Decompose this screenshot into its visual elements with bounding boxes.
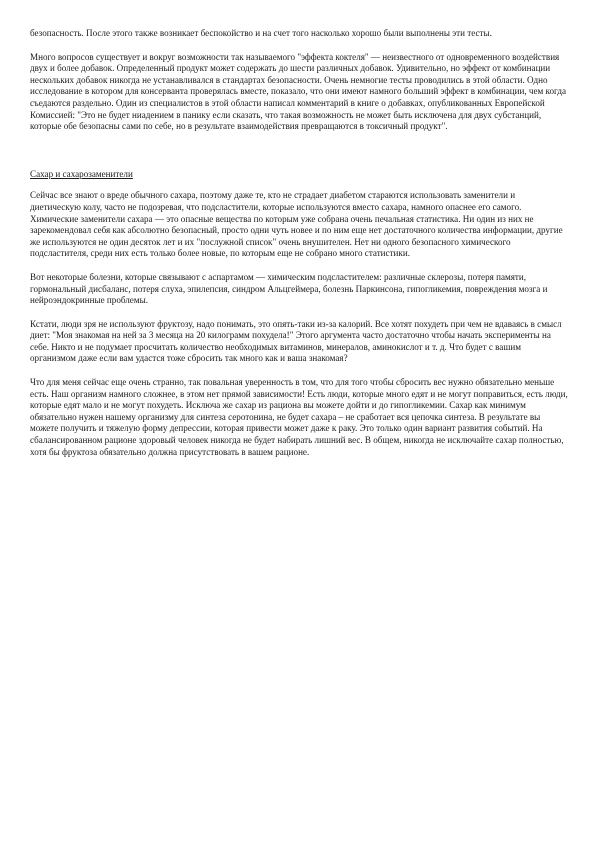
section-spacer: [30, 145, 568, 169]
paragraph-weight-loss: Что для меня сейчас еще очень странно, так повальная уверенность в том, что для того чтобы сбросить вес нужно обязательно меньше есть. Наш организм намного сложнее, в этом нет прямой зависимости! Есть люди, которые много едят и не могут поправиться, есть люди, которые едят мало и не могут похудеть. Исключа же сахар из рациона вы можете дойти и до гипогликемии. Сахар как минимум обязательно нужен нашему организму для синтеза серотонина, не будет сахара – не сработает вся цепочка синтеза. В результате вы можете получить и тяжелую форму депрессии, которая привести может даже к раку. Это только один вариант развития событий. На сбалансированном рационе здоровый человек никогда не будет набирать лишний вес. В общем, никогда не исключайте сахар полностью, хотя бы фруктоза обязательно должна присутствовать в вашем рационе.: [30, 377, 568, 457]
document-body: [30, 28, 568, 470]
paragraph-safety-testing: безопасность. После этого также возникает беспокойство и на счет того насколько хорошо были выполнены эти тесты.: [30, 28, 492, 38]
paragraph-fructose: Кстати, люди зря не используют фруктозу, надо понимать, это опять-таки из-за калорий. Все хотят похудеть при чем не вдаваясь в смысл диет: "Моя знакомая на ней за 3 месяца на 20 килограмм похудела!" Этого аргумента часто достаточно чтобы начать эксперименты на себе. Никто и не подумает просчитать количество необходимых витаминов, минералов, аминокислот и т. д. Что будет с вашим организмом даже если вам удастся тоже сбросить так много как и ваша знакомая?: [30, 318, 562, 364]
paragraph-sugar-substitutes: Сейчас все знают о вреде обычного сахара, поэтому даже те, кто не страдает диабетом стараются использовать заменители и диетическую колу, часто не подозревая, что подсластители, которые используются вместо сахара, намного опаснее его самого. Химические заменители сахара — это опасные вещества по которым уже собрана очень печальная статистика. Ни один из них не зарекомендовал себя как абсолютно безопасный, просто одни чуть новее и по ним еще нет достаточного количества информации, другие же используются не один десяток лет и их "послужной список" очень внушителен. Нет ни одного безопасного химического подсластителя, среди них есть только более новые, по которым еще не собрано много статистики.: [30, 190, 563, 259]
paragraph-aspartame-diseases: Вот некоторые болезни, которые связывают с аспартамом — химическим подсластителем: различные склерозы, потеря памяти, гормональный дисбаланс, потеря слуха, эпилепсия, синдром Альцгеймера, болезнь Паркинсона, гипогликемия, повреждения мозга и нейроэндокринные проблемы.: [30, 271, 548, 306]
section-heading: Сахар и сахарозаменители: [30, 168, 133, 179]
paragraph-cocktail-effect: Много вопросов существует и вокруг возможности так называемого "эффекта коктеля" — неизвестного от одновременного воздействия двух и более добавок. Определенный продукт может содержать до шести различных добавок. Удивительно, но эффект от комбинации нескольких добавок никогда не устанавливался в стандартах безопасности. Очень немногие тесты проводились в этой области. Одно исследование в котором для консервантa проверялась вместе, показало, что они имеют намного больший эффект в комбинации, чем когда съедаются раздельно. Один из специалистов в этой области написал комментарий в книге о добавках, опубликованных Европейской Комиссией: "Это не будет ниадением в панику если сказать, что такая возможность не может быть исключена для двух субстанций, которые обе безопасны сами по себе, но в результате взаимодействия превращаются в токсичный продукт".: [30, 51, 566, 132]
